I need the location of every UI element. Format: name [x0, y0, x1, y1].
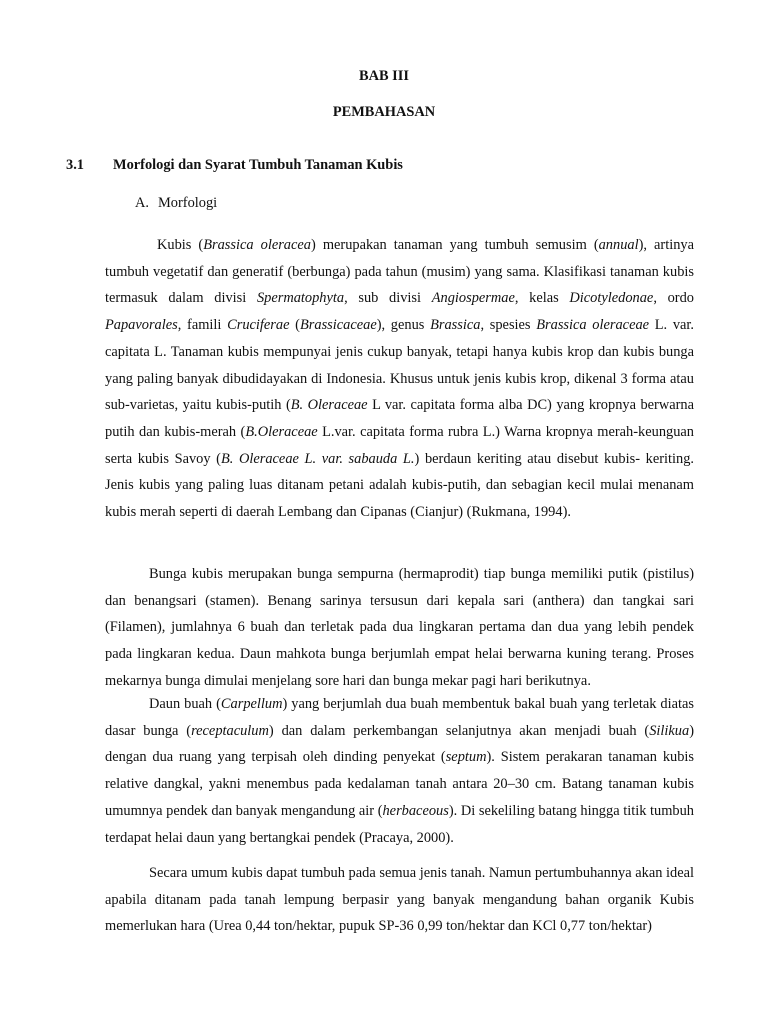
chapter-heading: BAB III	[359, 68, 409, 84]
paragraph-text: ), artinya tumbuh vegetatif dan generatif (berbunga) pada tahun (musim) yang sama. Klasifikasi tanaman kubis termasuk dalam divisi	[105, 237, 694, 307]
italic-term: B. Oleraceae L. var. sabauda L.	[220, 450, 415, 467]
italic-term: herbaceous	[382, 802, 449, 819]
paragraph-text: ). Sistem perakaran tanaman kubis relative dangkal, yakni menembus pada kedalaman tanah antara 20–30 cm. Batang tanaman kubis umumnya pendek dan banyak mengandung air (	[105, 749, 694, 819]
paragraph-text: ). Di sekeliling batang hingga titik tumbuh terdapat helai daun yang bertangkai pendek (Pracaya, 2000).	[105, 802, 694, 846]
paragraph-1	[105, 232, 694, 526]
paragraph-4	[105, 860, 694, 940]
paragraph-text: ) yang berjumlah dua buah membentuk bakal buah yang terletak diatas dasar bunga (	[105, 696, 694, 739]
section-title: Morfologi dan Syarat Tumbuh Tanaman Kubis	[113, 157, 403, 173]
italic-term: Carpellum	[220, 696, 283, 712]
italic-term: Silikua	[649, 722, 690, 739]
chapter-title: PEMBAHASAN	[332, 104, 436, 120]
subsection-title: Morfologi	[158, 195, 218, 211]
italic-term: septum	[445, 749, 487, 766]
paragraph-text: , spesies	[480, 317, 537, 334]
paragraph-text: , sub divisi	[344, 290, 432, 307]
paragraph-text: , kelas	[514, 290, 570, 307]
paragraph-text: Secara umum kubis dapat tumbuh pada semua jenis tanah. Namun pertumbuhannya akan ideal apabila ditanam pada tanah lempung berpasir yang banyak mengandung bahan organik Kubis memerlukan hara (Urea 0,44 ton/hektar, pupuk SP-36 0,99 ton/hektar dan KCl 0,77 ton/hektar)	[105, 865, 694, 935]
italic-term: Brassica	[430, 317, 481, 334]
italic-term: B. Oleraceae	[290, 397, 368, 414]
paragraph-text: Daun buah (	[149, 696, 221, 712]
section-heading	[66, 157, 403, 174]
subsection-letter: A.	[135, 195, 149, 211]
italic-term: Brassicaceae	[299, 317, 377, 334]
italic-term: B.Oleraceae	[245, 423, 318, 440]
paragraph-text: ), genus	[376, 317, 431, 334]
paragraph-text: Kubis (	[157, 237, 204, 253]
italic-term: Brassica oleracea	[203, 237, 311, 253]
paragraph-text: ) dengan dua ruang yang terpisah oleh dinding penyekat (	[105, 722, 694, 766]
paragraph-text: L var. capitata forma alba DC) yang kropnya berwarna putih dan kubis-merah (	[105, 397, 695, 440]
italic-term: Papavorales	[105, 317, 178, 334]
italic-term: Brassica oleraceae	[536, 317, 650, 334]
paragraph-text: ) berdaun keriting atau disebut kubis- keriting. Jenis kubis yang paling luas ditanam petani adalah kubis-putih, dan sebagian kecil mulai menanam kubis merah seperti di daerah Lembang dan Cipanas (Cianjur) (Rukmana, 1994).	[105, 450, 694, 521]
paragraph-text: ) dan dalam perkembangan selanjutnya akan menjadi buah (	[268, 722, 650, 739]
italic-term: Spermatophyta	[256, 290, 345, 307]
paragraph-text: Bunga kubis merupakan bunga sempurna (hermaprodit) tiap bunga memiliki putik (pistilus) dan benangsari (stamen). Benang sarinya tersusun dari kepala sari (anthera) dan tangkai sari (Filamen), jumlahnya 6 buah dan terletak pada dua lingkaran pertama dan dua yang lebih pendek pada lingkaran kedua. Daun mahkota bunga berjumlah empat helai berwarna kuning terang. Proses mekarnya bunga dimulai menjelang sore hari dan bunga mekar pagi hari berikutnya.	[105, 566, 694, 689]
paragraph-text: L.var. capitata forma rubra L.) Warna kropnya merah-keunguan serta kubis Savoy (	[105, 423, 694, 467]
italic-term: annual	[598, 237, 639, 253]
italic-term: Dicotyledonae	[569, 290, 654, 307]
paragraph-3	[105, 691, 694, 851]
subsection-heading	[135, 195, 217, 212]
paragraph-text: ) merupakan tanaman yang tumbuh semusim (	[310, 237, 599, 253]
paragraph-text: L. var. capitata L. Tanaman kubis mempunyai jenis cukup banyak, tetapi hanya kubis krop dan kubis bunga yang paling banyak dibudidayakan di Indonesia. Khusus untuk jenis kubis krop, dikenal 3 forma atau sub-varietas, yaitu kubis-putih (	[105, 317, 695, 414]
paragraph-text: , famili	[177, 317, 228, 334]
section-number: 3.1	[66, 157, 84, 173]
italic-term: Angiospermae	[431, 290, 515, 307]
paragraph-2	[105, 561, 694, 695]
paragraph-text: , ordo	[653, 290, 694, 307]
paragraph-text: (	[289, 317, 300, 334]
italic-term: Cruciferae	[227, 317, 290, 334]
italic-term: receptaculum	[191, 722, 269, 739]
